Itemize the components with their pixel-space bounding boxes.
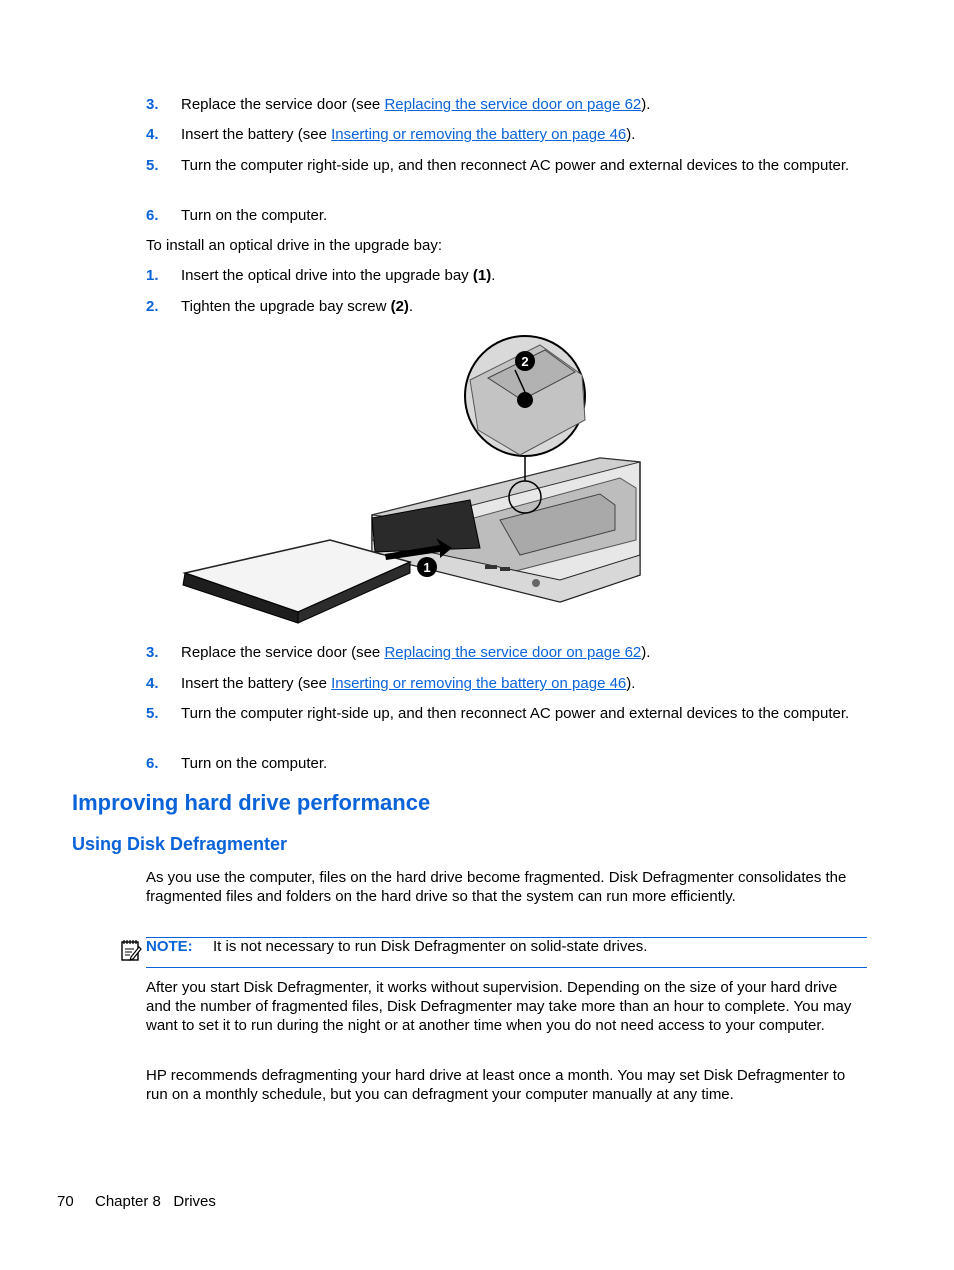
link-inserting-battery[interactable]: Inserting or removing the battery on page 46 — [331, 126, 627, 143]
step-text: Insert the battery (see Inserting or removing the battery on page 46). — [181, 126, 636, 143]
note-bottom-rule — [146, 967, 867, 968]
step-number: 6. — [146, 207, 159, 224]
step-number: 5. — [146, 157, 159, 174]
step-number: 4. — [146, 126, 159, 143]
step-text: Insert the optical drive into the upgrade bay (1). — [181, 267, 496, 284]
step-text: Insert the battery (see Inserting or removing the battery on page 46). — [181, 675, 636, 692]
step-text: Turn on the computer. — [181, 755, 328, 772]
paragraph-defrag-intro: As you use the computer, files on the hard drive become fragmented. Disk Defragmenter consolidates the fragmented files and folders on the hard drive so that the system can run more efficiently. — [146, 869, 847, 905]
step-text: Turn the computer right-side up, and then reconnect AC power and external devices to the computer. — [181, 705, 850, 722]
step-number: 3. — [146, 644, 159, 661]
step-text: Turn the computer right-side up, and then reconnect AC power and external devices to the computer. — [181, 157, 850, 174]
step-text: Replace the service door (see Replacing the service door on page 62). — [181, 644, 651, 661]
chapter-label: Chapter 8 Drives — [95, 1193, 216, 1210]
note-block — [146, 937, 866, 956]
note-text: It is not necessary to run Disk Defragmenter on solid-state drives. — [213, 938, 648, 955]
link-replacing-service-door[interactable]: Replacing the service door on page 62 — [384, 96, 642, 113]
note-icon — [120, 938, 142, 962]
step-number: 2. — [146, 298, 159, 315]
step-number: 1. — [146, 267, 159, 284]
callout-2: 2 — [521, 354, 529, 369]
step-text: Turn on the computer. — [181, 207, 328, 224]
paragraph-schedule: HP recommends defragmenting your hard drive at least once a month. You may set Disk Defragmenter to run on a monthly schedule, but you can defragment your computer manually at any time. — [146, 1067, 846, 1103]
install-intro: To install an optical drive in the upgrade bay: — [146, 237, 443, 254]
link-replacing-service-door[interactable]: Replacing the service door on page 62 — [384, 644, 642, 661]
subsection-heading: Using Disk Defragmenter — [72, 834, 288, 854]
step-number: 3. — [146, 96, 159, 113]
optical-drive-illustration — [180, 333, 642, 628]
step-text: Replace the service door (see Replacing the service door on page 62). — [181, 96, 651, 113]
link-inserting-battery[interactable]: Inserting or removing the battery on page 46 — [331, 675, 627, 692]
note-label: NOTE: — [146, 938, 193, 955]
step-number: 5. — [146, 705, 159, 722]
step-text: Tighten the upgrade bay screw (2). — [181, 298, 414, 315]
page-number: 70 — [57, 1193, 74, 1210]
section-heading: Improving hard drive performance — [72, 790, 431, 815]
step-number: 4. — [146, 675, 159, 692]
paragraph-supervision: After you start Disk Defragmenter, it works without supervision. Depending on the size of your hard drive and the number of fragmented files, Disk Defragmenter may take more than an hour to complete. You may want to set it to run during the night or at another time when you do not need access to your computer. — [146, 979, 852, 1034]
callout-1: 1 — [423, 560, 431, 575]
step-number: 6. — [146, 755, 159, 772]
